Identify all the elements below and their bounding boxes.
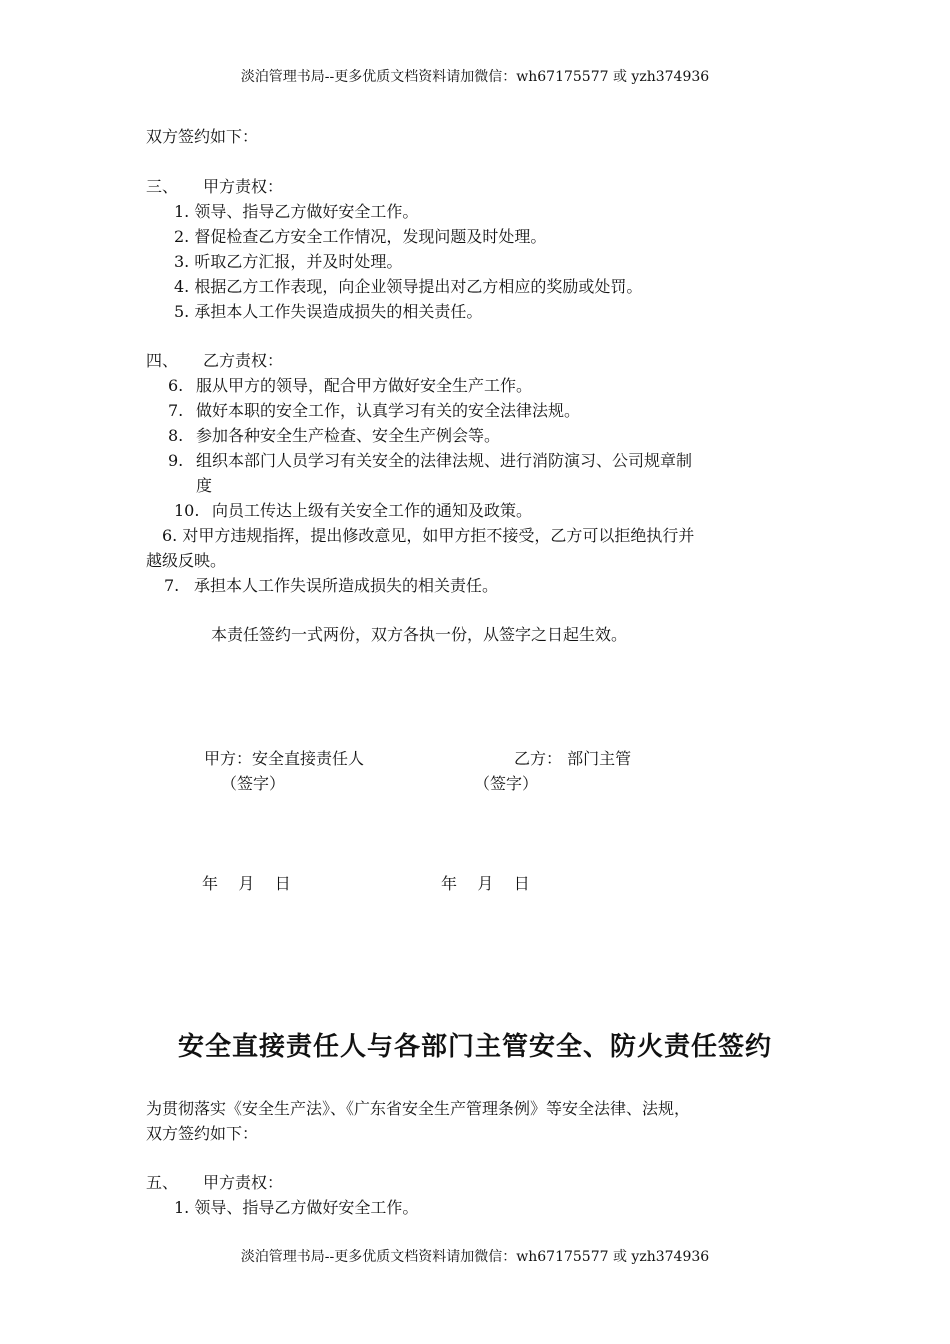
section-4-item-8-text: 参加各种安全生产检查、安全生产例会等。 [196, 426, 501, 445]
section-3-title: 甲方责权： [203, 177, 284, 196]
section-4-item-12-number: 7. [164, 576, 180, 595]
section-3-item-5: 5. 承担本人工作失误造成损失的相关责任。 [174, 302, 483, 321]
party-b-signature: （签字） [474, 774, 539, 793]
party-a-date: 年 月 日 [202, 874, 291, 893]
section-5-item-1: 1. 领导、指导乙方做好安全工作。 [174, 1198, 419, 1217]
closing-statement: 本责任签约一式两份，双方各执一份，从签字之日起生效。 [211, 625, 628, 644]
section-3-item-2: 2. 督促检查乙方安全工作情况，发现问题及时处理。 [174, 227, 547, 246]
section-4-item-9-text: 组织本部门人员学习有关安全的法律法规、进行消防演习、公司规章制 [196, 451, 693, 470]
section-4-item-8-number: 8. [168, 426, 184, 445]
party-b-label: 乙方： 部门主管 [514, 749, 632, 768]
second-intro-line-1: 为贯彻落实《安全生产法》、《广东省安全生产管理条例》等安全法律、法规， [146, 1099, 691, 1118]
section-5-title: 甲方责权： [203, 1173, 284, 1192]
page-footer: 淡泊管理书局--更多优质文档资料请加微信：wh67175577 或 yzh374936 [240, 1249, 710, 1265]
section-4-item-10-number: 10. [174, 501, 200, 520]
section-4-title: 乙方责权： [203, 351, 284, 370]
section-3-item-1: 1. 领导、指导乙方做好安全工作。 [174, 202, 419, 221]
section-4-item-10-text: 向员工传达上级有关安全工作的通知及政策。 [212, 501, 533, 520]
section-3-item-3: 3. 听取乙方汇报，并及时处理。 [174, 252, 403, 271]
section-4-number: 四、 [146, 351, 179, 370]
section-4-item-9-number: 9. [168, 451, 184, 470]
party-b-date: 年 月 日 [441, 874, 530, 893]
intro-continuation: 双方签约如下： [146, 127, 259, 146]
section-3-item-4: 4. 根据乙方工作表现，向企业领导提出对乙方相应的奖励或处罚。 [174, 277, 643, 296]
section-4-item-7-text: 做好本职的安全工作，认真学习有关的安全法律法规。 [196, 401, 581, 420]
section-3-number: 三、 [146, 177, 179, 196]
page-header: 淡泊管理书局--更多优质文档资料请加微信：wh67175577 或 yzh374936 [240, 69, 710, 85]
document-title: 安全直接责任人与各部门主管安全、防火责任签约 [177, 1032, 772, 1062]
section-4-item-6-text: 服从甲方的领导，配合甲方做好安全生产工作。 [196, 376, 533, 395]
section-4-item-6-number: 6. [168, 376, 184, 395]
party-a-signature: （签字） [221, 774, 286, 793]
section-4-item-12-text: 承担本人工作失误所造成损失的相关责任。 [194, 576, 499, 595]
section-4-item-9-text-continued: 度 [196, 476, 213, 495]
second-intro-line-2: 双方签约如下： [146, 1124, 259, 1143]
section-4-item-7-number: 7. [168, 401, 184, 420]
section-4-item-11-line-1: 6. 对甲方违规指挥，提出修改意见，如甲方拒不接受，乙方可以拒绝执行并 [162, 526, 695, 545]
section-4-item-11-line-2: 越级反映。 [146, 551, 227, 570]
party-a-label: 甲方：安全直接责任人 [204, 749, 365, 768]
section-5-number: 五、 [146, 1173, 179, 1192]
